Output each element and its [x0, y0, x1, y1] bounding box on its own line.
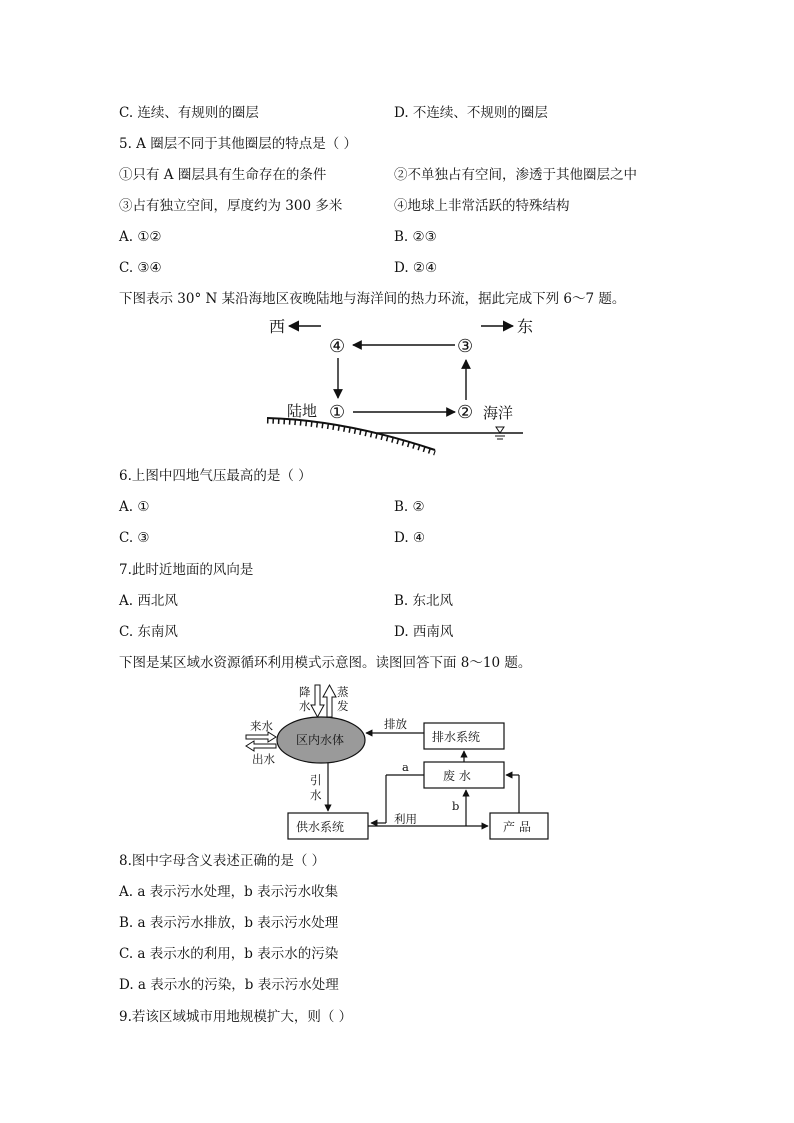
land-hatching [267, 421, 435, 453]
q8-option-a: A. a 表示污水处理，b 表示污水收集 [119, 884, 339, 900]
draw-water-label-2: 水 [310, 788, 322, 802]
inflow-label: 来水 [250, 719, 273, 733]
q7-option-b: B. 东北风 [394, 593, 454, 609]
ocean-label: 海洋 [483, 404, 514, 422]
evaporation-arrow [323, 685, 336, 717]
thermal-circulation-diagram [255, 312, 545, 462]
q8-option-b: B. a 表示污水排放，b 表示污水处理 [119, 915, 339, 931]
east-label: 东 [517, 317, 534, 336]
q4-option-d: D. 不连续、不规则的圈层 [394, 105, 548, 121]
q5-statement-2: ②不单独占有空间，渗透于其他圈层之中 [394, 167, 637, 183]
q5-option-d: D. ②④ [394, 260, 438, 276]
point-3-label: ③ [457, 336, 474, 357]
precipitation-arrow [311, 685, 324, 717]
point-2-label: ② [457, 402, 474, 423]
outflow-arrow [246, 741, 276, 751]
product-label: 产 品 [503, 820, 531, 834]
q6-option-a: A. ① [119, 499, 150, 515]
use-label: 利用 [394, 812, 417, 826]
q8-option-c: C. a 表示水的利用，b 表示水的污染 [119, 946, 339, 962]
land-surface [267, 418, 435, 450]
q8-option-d: D. a 表示水的污染，b 表示污水处理 [119, 977, 339, 993]
intro-questions-6-7: 下图表示 30° N 某沿海地区夜晚陆地与海洋间的热力环流，据此完成下列 6～7 题。 [119, 291, 626, 307]
q7-option-a: A. 西北风 [119, 593, 178, 609]
q5-statement-1: ①只有 A 圈层具有生命存在的条件 [119, 167, 327, 183]
label-b: b [452, 799, 460, 813]
q7-option-c: C. 东南风 [119, 624, 178, 640]
water-level-icon [496, 427, 504, 433]
water-body-label: 区内水体 [296, 733, 345, 747]
q7-option-d: D. 西南风 [394, 624, 454, 640]
q6-option-c: C. ③ [119, 530, 150, 546]
label-a: a [402, 760, 409, 774]
evaporation-label-2: 发 [337, 699, 349, 713]
water-cycle-diagram [244, 683, 554, 841]
drainage-system-label: 排水系统 [432, 730, 481, 744]
precipitation-label-1: 降 [299, 685, 311, 699]
q5-option-a: A. ①② [119, 229, 162, 245]
wastewater-label: 废 水 [443, 769, 471, 783]
evaporation-label-1: 蒸 [337, 685, 349, 699]
point-4-label: ④ [329, 336, 346, 357]
q8-stem: 8.图中字母含义表述正确的是（ ） [119, 853, 326, 869]
precipitation-label-2: 水 [299, 699, 311, 713]
q9-stem: 9.若该区域城市用地规模扩大，则（ ） [119, 1009, 353, 1025]
q5-option-b: B. ②③ [394, 229, 437, 245]
inflow-arrow [246, 732, 276, 742]
q6-option-b: B. ② [394, 499, 425, 515]
draw-water-label-1: 引 [310, 773, 322, 787]
point-1-label: ① [329, 402, 346, 423]
supply-system-label: 供水系统 [296, 820, 345, 834]
q6-option-d: D. ④ [394, 530, 426, 546]
q5-statement-4: ④地球上非常活跃的特殊结构 [394, 198, 570, 214]
q4-option-c: C. 连续、有规则的圈层 [119, 105, 259, 121]
q5-option-c: C. ③④ [119, 260, 162, 276]
q6-stem: 6.上图中四地气压最高的是（ ） [119, 468, 312, 484]
discharge-label: 排放 [384, 717, 407, 731]
q5-stem: 5. A 圈层不同于其他圈层的特点是（ ） [119, 136, 358, 152]
q7-stem: 7.此时近地面的风向是 [119, 562, 254, 578]
west-label: 西 [269, 317, 286, 336]
land-label: 陆地 [287, 402, 318, 420]
outflow-label: 出水 [252, 752, 275, 766]
intro-questions-8-10: 下图是某区域水资源循环利用模式示意图。读图回答下面 8～10 题。 [119, 655, 532, 671]
q5-statement-3: ③占有独立空间，厚度约为 300 多米 [119, 198, 343, 214]
